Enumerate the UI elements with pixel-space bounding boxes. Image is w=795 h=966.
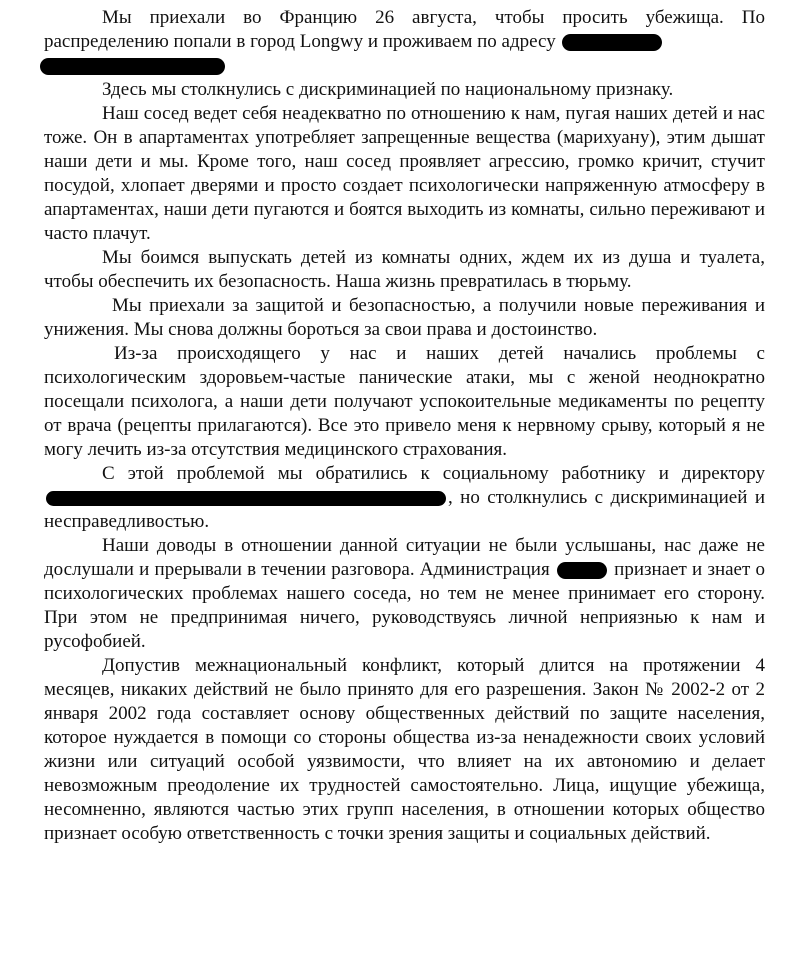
paragraph-protection	[44, 294, 765, 342]
paragraph-text: , но столкнулись с дискриминацией и несправедливостью.	[44, 487, 765, 532]
paragraph-health	[44, 342, 765, 462]
paragraph-text: Мы приехали во Францию 26 августа, чтобы просить убежища. По распределению попали в город Longwy и проживаем по адресу	[44, 7, 765, 52]
paragraph-text: Допустив межнациональный конфликт, который длится на протяжении 4 месяцев, никаких действий не было принято для его разрешения. Закон № 2002-2 от 2 января 2002 года составляет основу общественных действий по защите населения, которое нуждается в помощи со стороны общества из-за ненадежности своих условий жизни или ситуаций особой уязвимости, что влияет на их автономию и делает невозможным преодоление их трудностей самостоятельно. Лица, ищущие убежища, несомненно, являются частью этих групп населения, в отношении которых общество признает особую ответственность с точки зрения защиты и социальных действий.	[44, 655, 765, 844]
paragraph-neighbor	[44, 102, 765, 246]
paragraph-text: Мы приехали за защитой и безопасностью, а получили новые переживания и унижения. Мы снова должны бороться за свои права и достоинство.	[44, 295, 765, 340]
redacted-director-block	[46, 491, 446, 506]
paragraph-text: Из-за происходящего у нас и наших детей начались проблемы с психологическим здоровьем-частые панические атаки, мы с женой неоднократно посещали психолога, а наши дети получают успокоительные медикаменты по рецепту от врача (рецепты прилагаются). Все это привело меня к нервному срыву, который я не могу лечить из-за отсутствия медицинского страхования.	[44, 343, 765, 460]
redacted-administration-block	[557, 562, 607, 579]
redacted-address-block	[40, 58, 225, 75]
paragraph-discrimination	[44, 78, 765, 102]
paragraph-text: признает и знает о психологических проблемах нашего соседа, но тем не менее принимает его сторону. При этом не предпринимая ничего, руководствуясь личной неприязнью к нам и русофобией.	[44, 559, 766, 652]
paragraph-text: Наш сосед ведет себя неадекватно по отношению к нам, пугая наших детей и нас тоже. Он в апартаментах употребляет запрещенные вещества (марихуану), этим дышат наши дети и мы. Кроме того, наш сосед проявляет агрессию, громко кричит, стучит посудой, хлопает дверями и просто создает психологически напряженную атмосферу в апартаментах, наши дети пугаются и боятся выходить из комнаты, сильно переживают и часто плачут.	[44, 103, 765, 244]
paragraph-social-worker	[44, 462, 765, 534]
document-body	[44, 6, 765, 846]
paragraph-text: Здесь мы столкнулись с дискриминацией по национальному признаку.	[102, 79, 674, 100]
paragraph-text: С этой проблемой мы обратились к социальному работнику и директору	[102, 463, 765, 484]
paragraph-text: Наши доводы в отношении данной ситуации не были услышаны, нас даже не дослушали и прерывали в течении разговора. Администрация	[44, 535, 765, 580]
paragraph-children-safety	[44, 246, 765, 294]
paragraph-law	[44, 654, 765, 846]
paragraph-administration	[44, 534, 765, 654]
redacted-address-block	[562, 34, 662, 51]
paragraph-arrival	[44, 6, 765, 78]
paragraph-text: Мы боимся выпускать детей из комнаты одних, ждем их из душа и туалета, чтобы обеспечить их безопасность. Наша жизнь превратилась в тюрьму.	[44, 247, 765, 292]
